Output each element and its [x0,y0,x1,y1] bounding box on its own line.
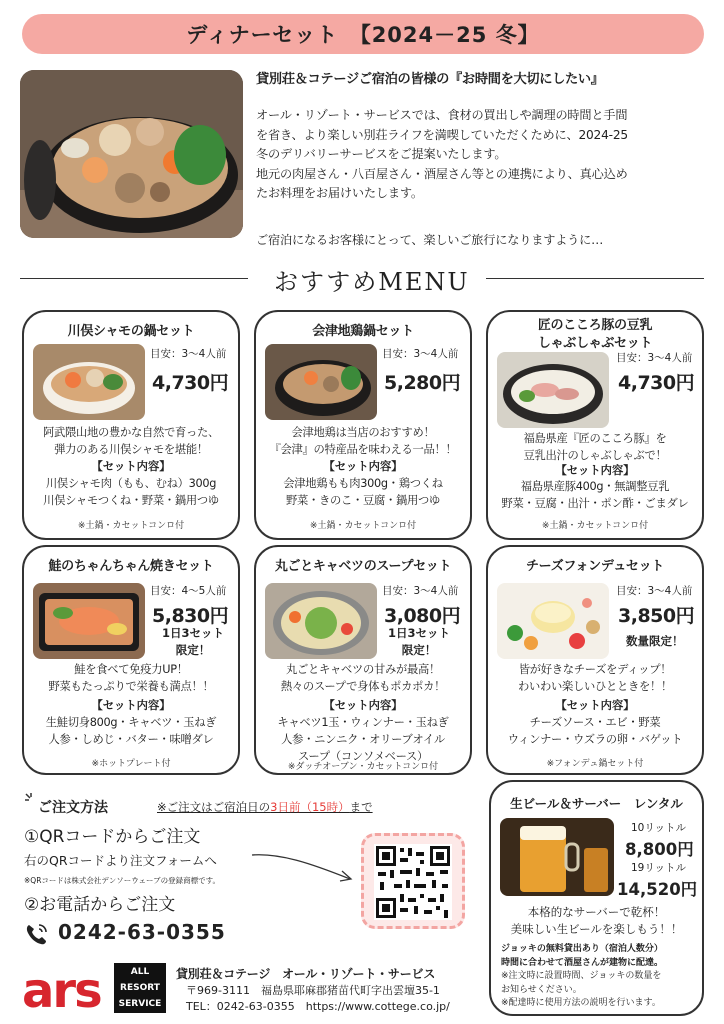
card-set-contents: キャベツ1玉・ウィンナー・玉ねぎ 人参・ニンニク・オリーブオイル スープ（コンソメベース） [277,716,449,763]
card-footnote: ※土鍋・カセットコンロ付 [309,521,417,531]
beer-size-10l: 10リットル [631,822,686,834]
card-image [497,352,609,428]
menu-card-cheese-fondue [486,545,704,775]
card-title: 丸ごとキャベツのスープセット [274,559,452,574]
company-contact: TEL：0242-63-0355 https://www.cottege.co.jp/ [186,1000,450,1013]
card-price: 4,730円 [618,372,695,394]
arrow-right-icon [250,845,355,885]
menu-heading: おすすめMENU [274,268,470,296]
card-title: 匠のこころ豚の豆乳 しゃぶしゃぶセット [537,318,653,351]
card-set-contents: 生鮭切身800g・キャベツ・玉ねぎ 人参・しめじ・バター・味噌ダレ [45,716,217,746]
card-price: 5,830円 [152,605,229,627]
card-set-contents: チーズソース・エビ・野菜 ウィンナー・ウズラの卵・バゲット [507,716,683,746]
card-footnote: ※ホットプレート付 [91,759,171,769]
card-price: 5,280円 [384,372,461,394]
menu-card-cabbage-soup [254,545,472,775]
menu-card-chanchan-yaki [22,545,240,775]
card-description: 皆が好きなチーズをディップ！ わいわい楽しいひとときを！！ [518,663,672,693]
page-title: ディナーセット 【2024－25 冬】 [186,23,540,47]
card-title: チーズフォンデュセット [525,559,664,574]
phone-icon [24,922,50,946]
order-deadline: ※ご注文はご宿泊日の3日前（15時）まで [157,800,373,814]
card-serving: 目安：4～5人前 [150,585,227,597]
qr-code-frame [361,833,465,929]
card-set-contents: 福島県産豚400g・無調整豆乳 野菜・豆腐・出汁・ポン酢・ごまダレ [501,480,689,510]
card-serving: 目安：3～4人前 [382,585,459,597]
beer-server-rental-card [489,780,704,1016]
deadline-highlight: 3日前（15時） [270,800,350,814]
hero-hotpot-image [20,70,243,238]
qr-trademark-note: ※QRコードは株式会社デンソーウェーブの登録商標です。 [24,876,220,885]
card-image [265,583,377,659]
logo-service-box: ALL RESORT SERVICE [114,963,166,1013]
company-logo [22,963,112,1013]
sparkle-icon [24,792,38,806]
company-name: 貸別荘＆コテージ オール・リゾート・サービス [176,967,436,981]
card-description: 鮭を食べて免疫力UP！ 野菜もたっぷりで栄養も満点！！ [48,663,214,693]
card-set-heading: 【セット内容】 [323,460,403,473]
card-serving: 目安：3～4人前 [382,348,459,360]
card-limited-note: 1日3セット 限定！ [162,626,225,657]
card-image [265,344,377,420]
card-set-heading: 【セット内容】 [91,699,171,712]
card-price: 3,850円 [618,605,695,627]
card-image [33,344,145,420]
order-method-title: ご注文方法 [38,800,108,816]
title-banner [22,14,704,54]
menu-card-pork-shabu [486,310,704,540]
card-serving: 目安：3～4人前 [616,585,693,597]
card-description: 会津地鶏は当店のおすすめ！ 『会津』の特産品を味わえる一品！！ [269,426,457,456]
beer-image [500,818,614,896]
card-title: 川俣シャモの鍋セット [67,324,195,339]
beer-price-10l: 8,800円 [625,840,694,859]
menu-card-shamo-nabe [22,310,240,540]
card-set-heading: 【セット内容】 [555,699,635,712]
card-price: 4,730円 [152,372,229,394]
card-limited-note: 数量限定！ [626,634,684,648]
divider [486,278,704,279]
intro-body: オール・リゾート・サービスでは、食材の買出しや調理の時間と手間 を省き、より楽しい別荘ライフを満喫していただくために、2024-25 冬のデリバリーサービスをご提案いたします。 地元の肉屋さん・八百屋さん・酒屋さん等との連携により、真心込め たお料理をお届けいたします。 [256,108,628,200]
logo-text: ars [22,963,101,1013]
card-title: 鮭のちゃんちゃん焼きセット [48,559,214,574]
phone-number[interactable]: 0242-63-0355 [58,920,226,944]
card-title: 会津地鶏鍋セット [312,324,414,339]
beer-bold-note: ジョッキの無料貸出あり（宿泊人数分） 時間に合わせて酒屋さんが建物に配達。 [501,944,664,968]
card-footnote: ※ダッチオーブン・カセットコンロ付 [287,762,439,772]
card-serving: 目安：3～4人前 [616,352,693,364]
beer-notes: ※注文時に設置時間、ジョッキの数量を お知らせください。 ※配達時に使用方法の説明を行います。 [501,971,662,1008]
card-image [497,583,609,659]
qr-order-heading: ①QRコードからご注文 [24,827,201,847]
card-set-heading: 【セット内容】 [555,464,635,477]
beer-size-19l: 19リットル [631,862,686,874]
card-limited-note: 1日3セット 限定！ [388,626,451,657]
card-serving: 目安：3～4人前 [150,348,227,360]
card-price: 3,080円 [384,605,461,627]
card-description: 阿武隈山地の豊かな自然で育った、 弾力のある川俣シャモを堪能！ [43,426,219,456]
phone-order-heading: ②お電話からご注文 [24,895,176,915]
card-footnote: ※土鍋・カセットコンロ付 [77,521,185,531]
qr-order-instruction: 右のQRコードより注文フォームへ [24,853,217,868]
card-footnote: ※フォンデュ鍋セット付 [546,759,644,769]
beer-price-19l: 14,520円 [617,880,698,899]
beer-description: 本格的なサーバーで乾杯！ 美味しい生ビールを楽しもう！！ [510,905,683,936]
card-set-contents: 会津地鶏もも肉300g・鶏つくね 野菜・きのこ・豆腐・鍋用つゆ [283,477,443,507]
card-image [33,583,145,659]
divider [20,278,248,279]
menu-card-aizu-jidori [254,310,472,540]
company-address: 〒969-3111 福島県耶麻郡猪苗代町字出雲壇35-1 [186,984,440,997]
card-set-contents: 川俣シャモ肉（もも、むね）300g 川俣シャモつくね・野菜・鍋用つゆ [43,477,219,507]
menu-heading-section [20,258,704,296]
card-set-heading: 【セット内容】 [323,699,403,712]
card-footnote: ※土鍋・カセットコンロ付 [541,521,649,531]
qr-code[interactable] [374,844,452,920]
card-description: 福島県産『匠のこころ豚』を 豆乳出汁のしゃぶしゃぶで！ [523,432,667,462]
card-set-heading: 【セット内容】 [91,460,171,473]
beer-title: 生ビール＆サーバー レンタル [510,796,683,811]
intro-headline: 貸別荘＆コテージご宿泊の皆様の『お時間を大切にしたい』 [256,72,604,87]
card-description: 丸ごとキャベツの甘みが最高！ 熱々のスープで身体もポカポカ！ [280,663,446,693]
intro-closing: ご宿泊になるお客様にとって、楽しいご旅行になりますように… [256,233,604,247]
